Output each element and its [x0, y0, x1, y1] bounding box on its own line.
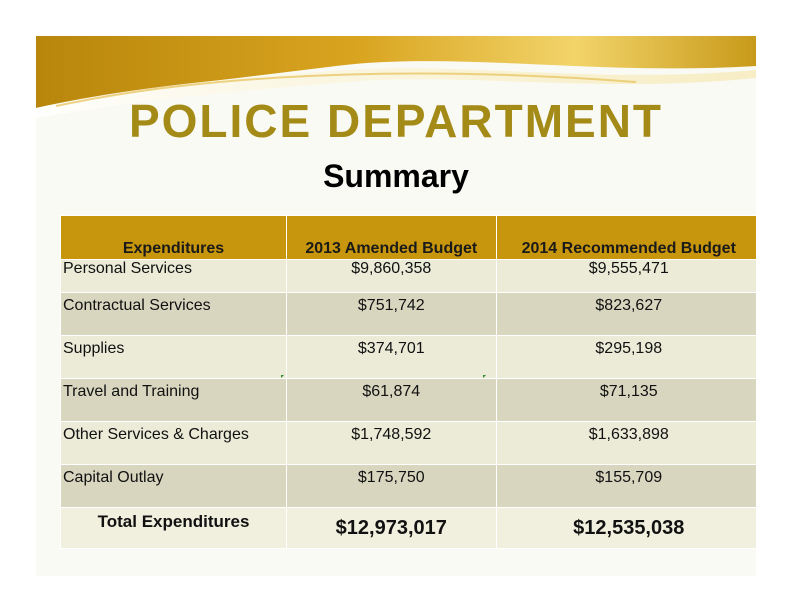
column-header-2014-recommended: 2014 Recommended Budget	[496, 216, 756, 260]
page-subtitle: Summary	[323, 158, 469, 194]
total-2014-recommended: $12,535,038	[496, 508, 756, 549]
recommended-2014-cell: $823,627	[496, 293, 756, 336]
amended-2013-cell: $9,860,358	[287, 260, 496, 293]
amended-2013-cell: $374,701	[287, 336, 496, 379]
table-row	[61, 293, 757, 336]
column-header-expenditures: Expenditures	[61, 216, 287, 260]
total-label: Total Expenditures	[61, 508, 287, 549]
column-header-2013-amended: 2013 Amended Budget	[287, 216, 496, 260]
cell-comment-marker-icon	[483, 375, 486, 378]
row-label: Contractual Services	[61, 293, 287, 336]
row-label: Supplies	[61, 336, 287, 379]
table-row	[61, 422, 757, 465]
page-title: POLICE DEPARTMENT	[128, 95, 664, 147]
table-row	[61, 379, 757, 422]
amended-2013-cell: $751,742	[287, 293, 496, 336]
row-label: Capital Outlay	[61, 465, 287, 508]
recommended-2014-cell: $1,633,898	[496, 422, 756, 465]
recommended-2014-cell: $71,135	[496, 379, 756, 422]
table-row	[61, 336, 757, 379]
recommended-2014-cell: $295,198	[496, 336, 756, 379]
table-row	[61, 260, 757, 293]
row-label: Travel and Training	[61, 379, 287, 422]
row-label: Other Services & Charges	[61, 422, 287, 465]
budget-table	[60, 215, 756, 549]
cell-comment-marker-icon	[281, 375, 284, 378]
table-row	[61, 465, 757, 508]
total-2013-amended: $12,973,017	[287, 508, 496, 549]
row-label: Personal Services	[61, 260, 287, 293]
table-header-row	[61, 216, 757, 260]
amended-2013-cell: $61,874	[287, 379, 496, 422]
slide	[36, 36, 756, 576]
total-row	[61, 508, 757, 549]
amended-2013-cell: $1,748,592	[287, 422, 496, 465]
recommended-2014-cell: $155,709	[496, 465, 756, 508]
amended-2013-cell: $175,750	[287, 465, 496, 508]
recommended-2014-cell: $9,555,471	[496, 260, 756, 293]
